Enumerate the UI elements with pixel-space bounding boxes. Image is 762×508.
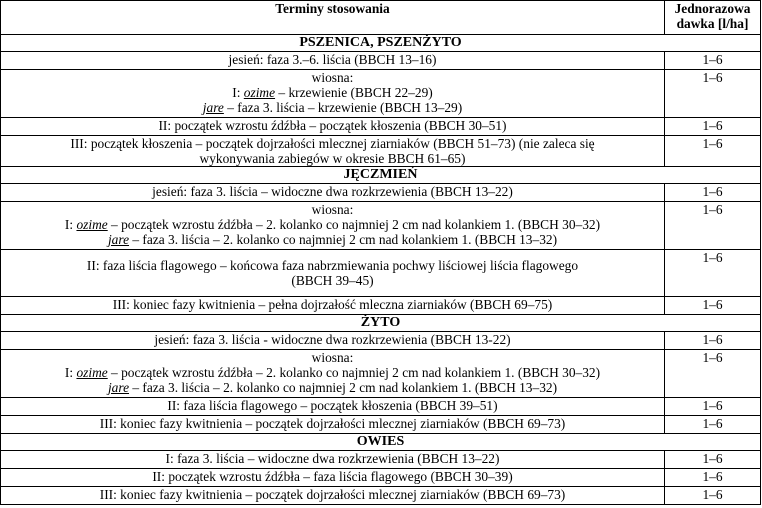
term-cell: jesień: faza 3.–6. liścia (BBCH 13–16) [1, 52, 665, 70]
term-line [3, 100, 662, 115]
term-rest: – początek wzrostu źdźbła – 2. kolanko co najmniej 2 cm nad kolankiem 1. (BBCH 30–32) [107, 217, 601, 232]
term-ozime: ozime [243, 85, 276, 100]
table-row [1, 184, 761, 202]
table-row [1, 416, 761, 434]
term-jare: jare [107, 380, 130, 395]
crop-title-owies: OWIES [1, 434, 761, 451]
header-dose [665, 1, 761, 35]
term-cell: III: koniec fazy kwitnienia – początek dojrzałości mlecznej ziarniaków (BBCH 69–73) [1, 487, 665, 505]
dose-cell: 1–6 [665, 487, 761, 505]
term-line: (BBCH 39–45) [291, 273, 374, 288]
term-cell: II: początek wzrostu źdźbła – początek kłoszenia (BBCH 30–51) [1, 118, 665, 136]
term-prefix: I: [64, 217, 77, 232]
crop-header-row [1, 35, 761, 52]
term-cell: I: faza 3. liścia – widoczne dwa rozkrzewienia (BBCH 13–22) [1, 451, 665, 469]
dose-cell: 1–6 [665, 469, 761, 487]
dose-cell: 1–6 [665, 70, 761, 118]
term-cell: II: faza liścia flagowego – początek kłoszenia (BBCH 39–51) [1, 398, 665, 416]
term-rest: – początek wzrostu źdźbła – 2. kolanko co najmniej 2 cm nad kolankiem 1. (BBCH 30–32) [107, 365, 601, 380]
dose-cell: 1–6 [665, 451, 761, 469]
term-cell: III: koniec fazy kwitnienia – pełna dojrzałość mleczna ziarniaków (BBCH 69–75) [1, 297, 665, 315]
term-line: II: faza liścia flagowego – końcowa faza nabrzmiewania pochwy liściowej liścia flagowego [86, 258, 579, 273]
term-cell: jesień: faza 3. liścia – widoczne dwa rozkrzewienia (BBCH 13–22) [1, 184, 665, 202]
term-line: wiosna: [311, 70, 354, 85]
term-prefix: I: [232, 85, 244, 100]
term-cell: jesień: faza 3. liścia - widoczne dwa rozkrzewienia (BBCH 13-22) [1, 332, 665, 350]
term-ozime: ozime [76, 217, 108, 232]
term-line: III: początek kłoszenia – początek dojrzałości mlecznej ziarniaków (BBCH 51–73) (nie zaleca się [70, 136, 595, 151]
table-row [1, 70, 761, 118]
dose-cell: 1–6 [665, 332, 761, 350]
header-terms: Terminy stosowania [1, 1, 665, 35]
term-cell [1, 136, 665, 167]
term-jare: jare [107, 232, 130, 247]
table-row [1, 350, 761, 398]
term-cell [1, 202, 665, 250]
term-rest: – faza 3. liścia – krzewienie (BBCH 13–29) [223, 100, 463, 115]
table-row [1, 250, 761, 297]
header-dose-line2: dawka [l/ha] [676, 16, 749, 31]
header-dose-line1: Jednorazowa [674, 1, 751, 16]
table-row [1, 118, 761, 136]
term-cell [1, 250, 665, 297]
term-rest: – faza 3. liścia – 2. kolanko co najmniej 2 cm nad kolankiem 1. (BBCH 13–32) [129, 232, 558, 247]
dose-cell: 1–6 [665, 202, 761, 250]
crop-header-row [1, 167, 761, 184]
dose-cell: 1–6 [665, 250, 761, 297]
crop-header-row [1, 434, 761, 451]
term-line [3, 365, 662, 380]
table-row [1, 332, 761, 350]
term-rest: – faza 3. liścia – 2. kolanko co najmniej 2 cm nad kolankiem 1. (BBCH 13–32) [129, 380, 558, 395]
table-row [1, 297, 761, 315]
table-row [1, 398, 761, 416]
term-line: wiosna: [311, 350, 354, 365]
table-row [1, 202, 761, 250]
crop-title-zyto: ŻYTO [1, 315, 761, 332]
table-row [1, 487, 761, 505]
term-line [3, 232, 662, 247]
dose-cell: 1–6 [665, 398, 761, 416]
dose-cell: 1–6 [665, 118, 761, 136]
term-rest: – krzewienie (BBCH 22–29) [275, 85, 433, 100]
term-jare: jare [202, 100, 224, 115]
crop-header-row [1, 315, 761, 332]
term-cell [1, 70, 665, 118]
table-header-row [1, 1, 761, 35]
crop-title-pszenica: PSZENICA, PSZENŻYTO [1, 35, 761, 52]
term-cell: III: koniec fazy kwitnienia – początek dojrzałości mlecznej ziarniaków (BBCH 69–73) [1, 416, 665, 434]
term-ozime: ozime [76, 365, 108, 380]
table-row [1, 52, 761, 70]
dose-cell: 1–6 [665, 416, 761, 434]
dose-cell: 1–6 [665, 136, 761, 167]
term-line [3, 380, 662, 395]
dose-cell: 1–6 [665, 184, 761, 202]
term-line [3, 217, 662, 232]
dose-cell: 1–6 [665, 52, 761, 70]
term-cell [1, 350, 665, 398]
table-row [1, 451, 761, 469]
term-line: wykonywania zabiegów w okresie BBCH 61–65) [199, 151, 466, 166]
dose-cell: 1–6 [665, 297, 761, 315]
term-line: wiosna: [311, 202, 354, 217]
term-cell: II: początek wzrostu źdźbła – faza liścia flagowego (BBCH 30–39) [1, 469, 665, 487]
table-row [1, 136, 761, 167]
dose-cell: 1–6 [665, 350, 761, 398]
term-line [3, 85, 662, 100]
term-prefix: I: [64, 365, 77, 380]
crop-title-jeczmien: JĘCZMIEŃ [1, 167, 761, 184]
table-row [1, 469, 761, 487]
